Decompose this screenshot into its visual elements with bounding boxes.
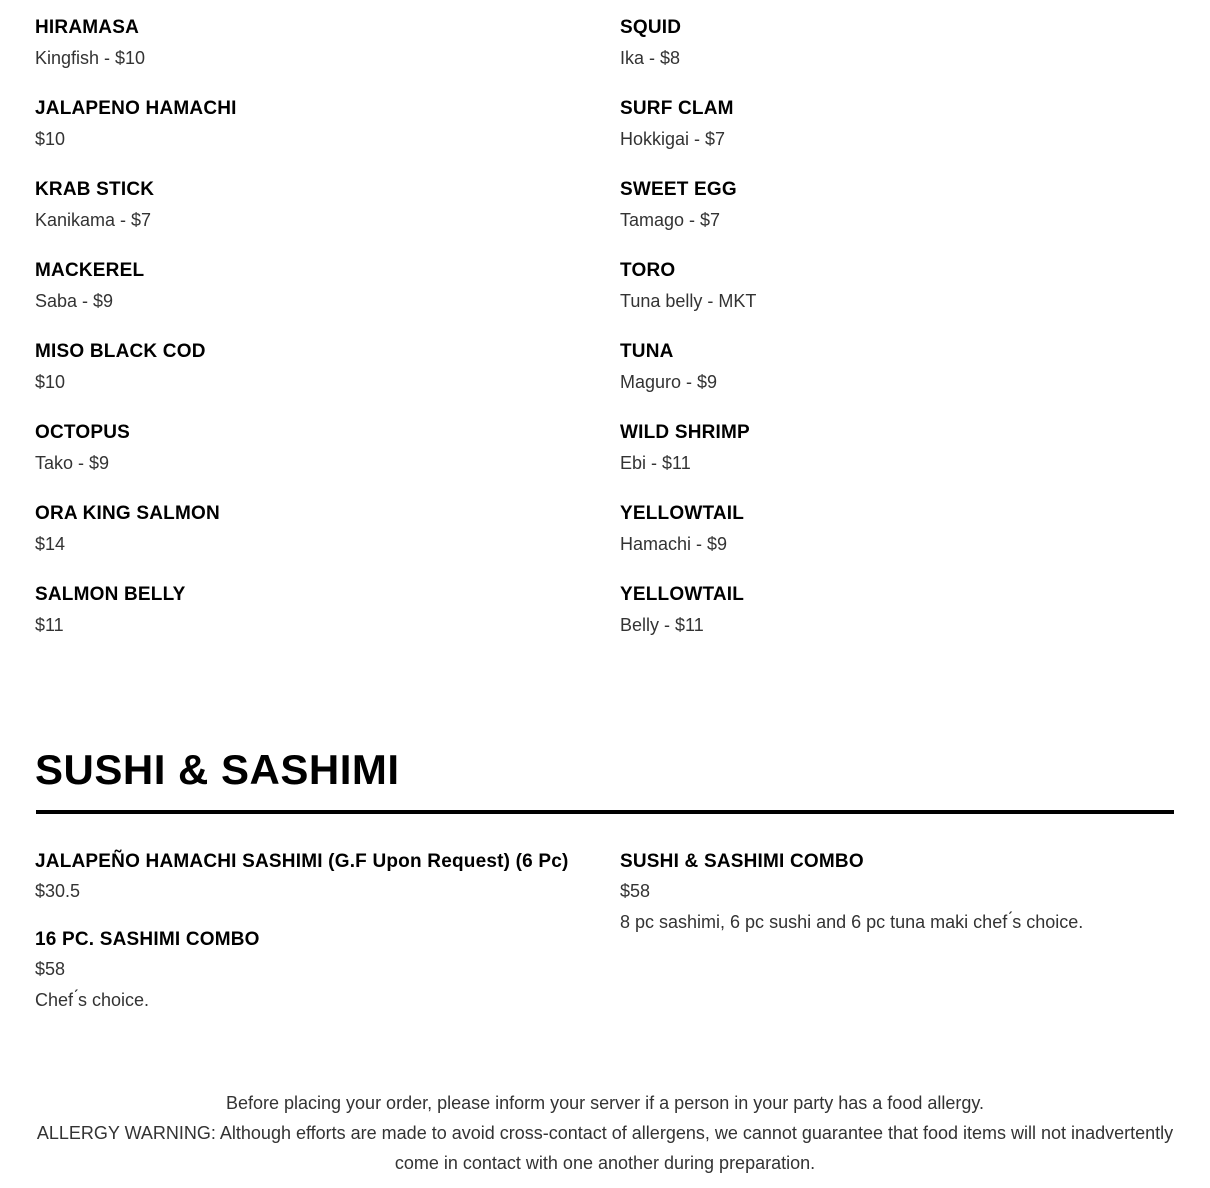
menu-item-price: $30.5 <box>35 881 81 901</box>
menu-item-price: Hamachi - $9 <box>620 534 728 554</box>
nigiri-right-column <box>620 14 1180 662</box>
menu-item-price: $10 <box>35 372 66 392</box>
menu-item-name: JALAPEÑO HAMACHI SASHIMI (G.F Upon Request) (6 Pc) <box>35 851 569 872</box>
sushi-sashimi-left-column <box>35 848 605 1035</box>
section-divider <box>36 810 1174 814</box>
menu-item <box>620 419 1180 500</box>
allergy-warning-line: ALLERGY WARNING: Although efforts are made to avoid cross-contact of allergens, we cannot guarantee that food items will not inadvertently come in contact with one another during preparation. <box>36 1123 1174 1173</box>
menu-item-name: WILD SHRIMP <box>620 422 750 443</box>
menu-item-price: Saba - $9 <box>35 291 114 311</box>
menu-item-price: Hokkigai - $7 <box>620 129 726 149</box>
menu-item <box>620 95 1180 176</box>
menu-item <box>35 848 605 907</box>
menu-item <box>35 338 595 419</box>
menu-item <box>35 14 595 95</box>
menu-item <box>620 500 1180 581</box>
menu-item-price: $58 <box>35 959 66 979</box>
menu-item-price: $10 <box>35 129 66 149</box>
menu-item <box>35 581 595 662</box>
menu-item <box>620 848 1190 938</box>
menu-item-price: Tamago - $7 <box>620 210 721 230</box>
menu-item-price: Belly - $11 <box>620 615 704 635</box>
menu-item-price: $58 <box>620 881 651 901</box>
menu-item <box>35 176 595 257</box>
sushi-sashimi-right-column <box>620 848 1190 957</box>
allergy-notice-line: Before placing your order, please inform your server if a person in your party has a food allergy. <box>225 1093 985 1113</box>
menu-item-name: TORO <box>620 260 676 281</box>
menu-item-name: MISO BLACK COD <box>35 341 206 362</box>
menu-item-name: KRAB STICK <box>35 179 155 200</box>
menu-item-name: SALMON BELLY <box>35 584 186 605</box>
menu-item <box>35 500 595 581</box>
menu-item-note: Chef ́s choice. <box>35 990 150 1010</box>
menu-item-name: MACKEREL <box>35 260 145 281</box>
menu-item-name: SUSHI & SASHIMI COMBO <box>620 851 864 872</box>
menu-item <box>35 257 595 338</box>
menu-item <box>35 926 605 1016</box>
menu-item-name: SURF CLAM <box>620 98 734 119</box>
menu-item-name: 16 PC. SASHIMI COMBO <box>35 929 260 950</box>
menu-item-name: ORA KING SALMON <box>35 503 220 524</box>
menu-item-price: $11 <box>35 615 64 635</box>
menu-item-note: 8 pc sashimi, 6 pc sushi and 6 pc tuna maki chef ́s choice. <box>620 912 1084 932</box>
menu-item-name: SQUID <box>620 17 682 38</box>
menu-item-name: OCTOPUS <box>35 422 131 443</box>
menu-item-price: Ika - $8 <box>620 48 681 68</box>
menu-item-name: HIRAMASA <box>35 17 139 38</box>
menu-item-price: Tuna belly - MKT <box>620 291 757 311</box>
allergy-notice <box>35 1088 1175 1178</box>
menu-item-price: Kanikama - $7 <box>35 210 152 230</box>
section-title-sushi-sashimi: SUSHI & SASHIMI <box>35 746 400 793</box>
menu-item-name: SWEET EGG <box>620 179 737 200</box>
menu-item <box>620 581 1180 662</box>
menu-item <box>620 14 1180 95</box>
menu-item-name: TUNA <box>620 341 674 362</box>
menu-item-name: YELLOWTAIL <box>620 584 745 605</box>
menu-item-price: Maguro - $9 <box>620 372 718 392</box>
menu-item <box>620 257 1180 338</box>
menu-item-name: JALAPENO HAMACHI <box>35 98 237 119</box>
nigiri-left-column <box>35 14 595 662</box>
menu-item-price: Kingfish - $10 <box>35 48 146 68</box>
menu-item-price: Tako - $9 <box>35 453 110 473</box>
menu-item-price: Ebi - $11 <box>620 453 691 473</box>
menu-item-name: YELLOWTAIL <box>620 503 745 524</box>
menu-item-price: $14 <box>35 534 66 554</box>
menu-item <box>35 419 595 500</box>
menu-item <box>35 95 595 176</box>
menu-item <box>620 338 1180 419</box>
menu-item <box>620 176 1180 257</box>
